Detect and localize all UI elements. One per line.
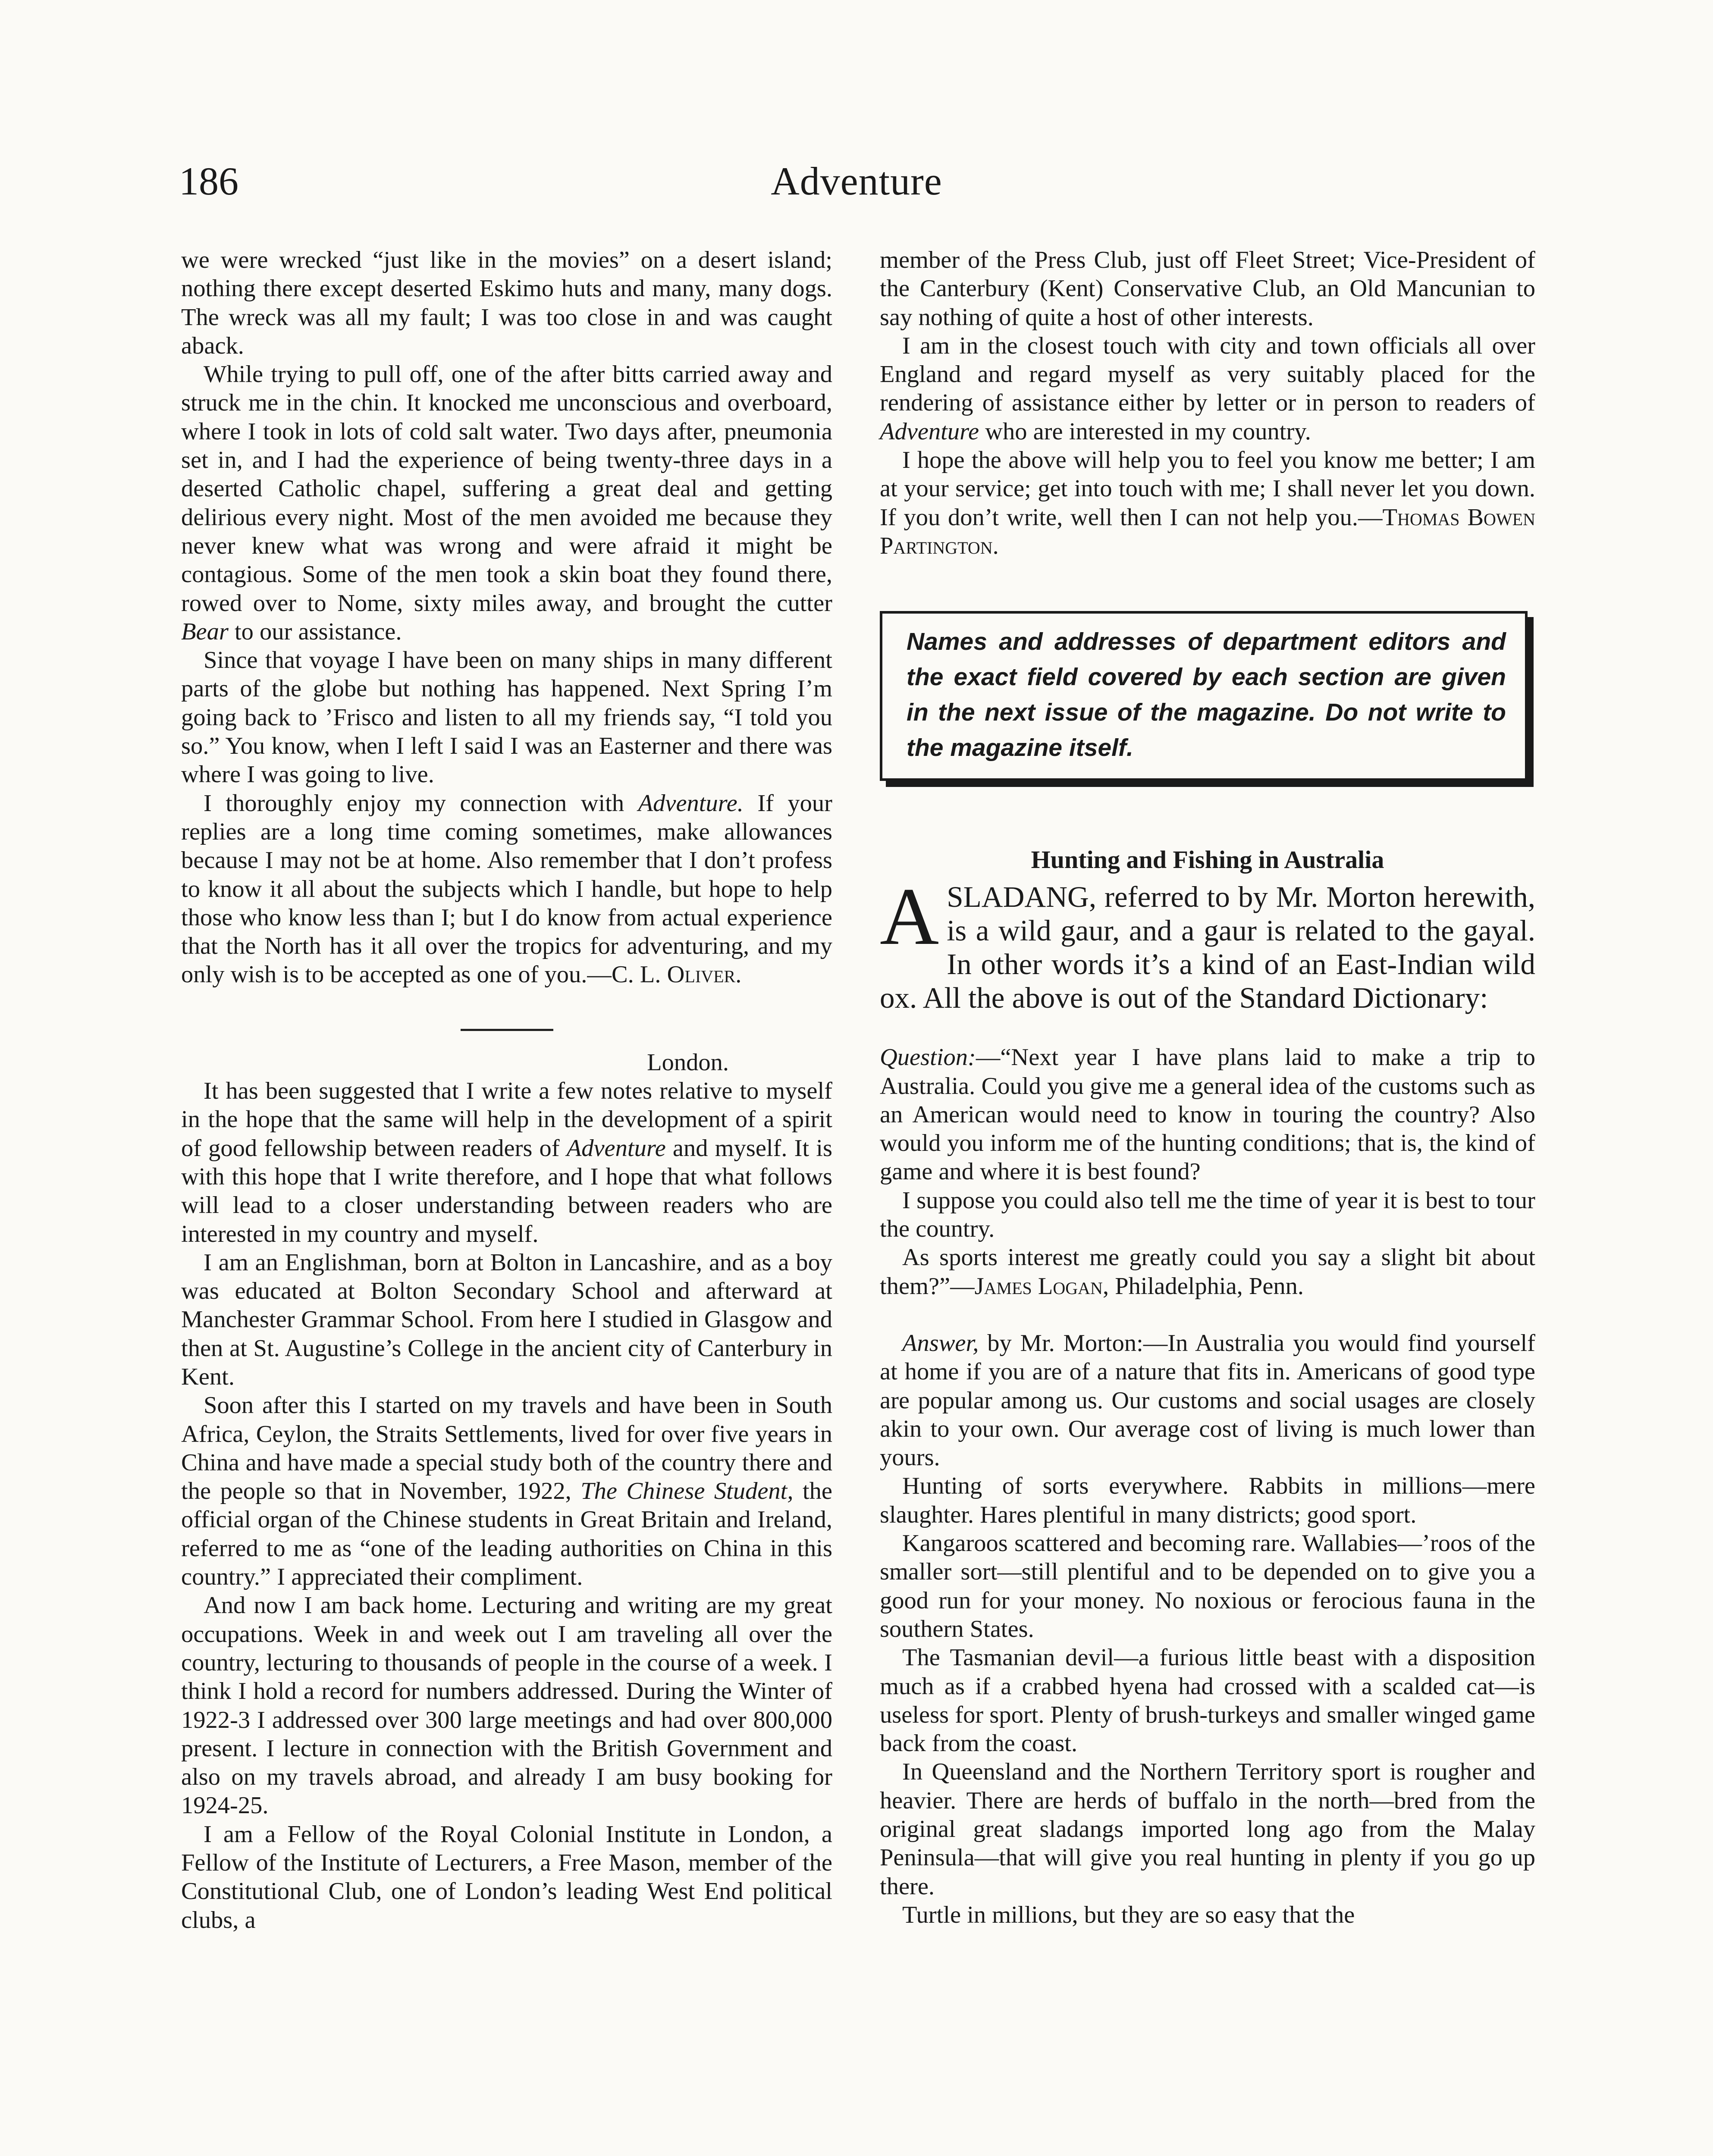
paragraph: In Queensland and the Northern Territory sport is rougher and heavier. There are herds of buffalo in the north—bred from the original great sladangs imported long ago from the Malay Peninsula—that will give you real hunting in plenty if you go up there. (880, 1758, 1535, 1900)
answer-paragraph: Answer, by Mr. Morton:—In Australia you would find yourself at home if you are of a nature that fits in. Americans of good type are popular among us. Our customs and social usages are closely akin to your own. Our average cost of living is much lower than yours. (880, 1329, 1535, 1471)
section-title: Hunting and Fishing in Australia (1031, 846, 1384, 874)
question-paragraph: Question:—“Next year I have plans laid to make a trip to Australia. Could you give me a general idea of the customs such as an American would need to know in touring the country? Also would you inform me of the hunting conditions; that is, the kind of game and where it is best found? (880, 1044, 1535, 1185)
left-column (181, 246, 832, 1934)
paragraph: I am an Englishman, born at Bolton in Lancashire, and as a boy was educated at Bolton Secondary School and afterward at Manchester Grammar School. From here I studied in Glasgow and then at St. Augustine’s College in the ancient city of Canterbury in Kent. (181, 1249, 832, 1390)
magazine-title: Adventure (771, 159, 942, 203)
paragraph: And now I am back home. Lecturing and writing are my great occupations. Week in and week out I am traveling all over the country, lecturing to thousands of people in the course of a week. I think I hold a record for numbers addressed. During the Winter of 1922-3 I addressed over 300 large meetings and had over 800,000 present. I lecture in connection with the British Government and also on my travels abroad, and already I am busy booking for 1924-25. (181, 1592, 832, 1819)
paragraph: The Tasmanian devil—a furious little beast with a disposition much as if a crabbed hyena had crossed with a scalded cat—is useless for sport. Plenty of brush-turkeys and smaller winged game back from the coast. (880, 1644, 1535, 1757)
paragraph: As sports interest me greatly could you say a slight bit about them?”—James Logan, Philadelphia, Penn. (880, 1244, 1535, 1300)
paragraph: Kangaroos scattered and becoming rare. Wallabies—’roos of the smaller sort—still plentiful and to be depended on to give you a good run for your money. No noxious or ferocious fauna in the southern States. (880, 1530, 1535, 1642)
dateline: London. (647, 1049, 729, 1076)
paragraph: we were wrecked “just like in the movies” on a desert island; nothing there except deserted Eskimo huts and many, many dogs. The wreck was all my fault; I was too close in and was caught aback. (181, 247, 832, 359)
signature: James Logan, (974, 1272, 1109, 1300)
page-number: 186 (179, 159, 238, 203)
paragraph: It has been suggested that I write a few notes relative to myself in the hope that the same will help in the development of a spirit of good fellowship between readers of Adventure and myself. It is with this hope that I write therefore, and I hope that what follows will lead to a closer understanding between readers who are interested in my country and myself. (181, 1078, 832, 1247)
section-divider (461, 1029, 553, 1031)
drop-cap: A (880, 871, 939, 962)
editorial-notice-box: Names and addresses of department editors and the exact field covered by each section are given in the next issue of the magazine. Do not write to the magazine itself. (880, 611, 1528, 781)
paragraph: Soon after this I started on my travels and have been in South Africa, Ceylon, the Straits Settlements, lived for over five years in China and have made a special study both of the country there and the people so that in November, 1922, The Chinese Student, the official organ of the Chinese students in Great Britain and Ireland, referred to me as “one of the leading authorities on China in this country.” I appreciated their compliment. (181, 1392, 832, 1591)
paragraph: I suppose you could also tell me the time of year it is best to tour the country. (880, 1187, 1535, 1243)
paragraph: While trying to pull off, one of the after bitts carried away and struck me in the chin. It knocked me unconscious and overboard, where I took in lots of cold salt water. Two days after, pneumonia set in, and I had the experience of being twenty-three days in a deserted Catholic chapel, suffering a great deal and getting delirious every night. Most of the men avoided me because they never knew what was wrong and were afraid it might be contagious. Some of the men took a skin boat they found there, rowed over to Nome, sixty miles away, and brought the cutter Bear to our assistance. (181, 361, 832, 645)
right-column (880, 246, 1535, 1929)
paragraph: I am a Fellow of the Royal Colonial Institute in London, a Fellow of the Institute of Lecturers, a Free Mason, member of the Constitutional Club, one of London’s leading West End political clubs, a (181, 1821, 832, 1934)
signature: Thomas Bowen Partington. (880, 504, 1535, 559)
lead-paragraph: ASLADANG, referred to by Mr. Morton herewith, is a wild gaur, and a gaur is related to the gayal. In other words it’s a kind of an East-Indian wild ox. All the above is out of the Standard Dictionary: (880, 871, 1535, 1015)
signature: C. L. Oliver. (611, 961, 742, 988)
paragraph: member of the Press Club, just off Fleet Street; Vice-President of the Canterbury (Kent) Conservative Club, an Old Mancunian to say nothing of quite a host of other interests. (880, 247, 1535, 331)
paragraph: Turtle in millions, but they are so easy that the (902, 1901, 1355, 1928)
paragraph: Hunting of sorts everywhere. Rabbits in millions—mere slaughter. Hares plentiful in many districts; good sport. (880, 1473, 1535, 1528)
paragraph: Since that voyage I have been on many ships in many different parts of the globe but nothing has happened. Next Spring I’m going back to ’Frisco and listen to all my friends say, “I told you so.” You know, when I left I said I was an Easterner and there was where I was going to live. (181, 647, 832, 788)
paragraph: I hope the above will help you to feel you know me better; I am at your service; get into touch with me; I shall never let you down. If you don’t write, well then I can not help you.—Thomas Bowen Partington. (880, 447, 1535, 559)
running-head (0, 153, 1713, 209)
paragraph: I am in the closest touch with city and town officials all over England and regard myself as very suitably placed for the rendering of assistance either by letter or in person to readers of Adventure who are interested in my country. (880, 332, 1535, 445)
paragraph: I thoroughly enjoy my connection with Adventure. If your replies are a long time coming sometimes, make allowances because I may not be at home. Also remember that I don’t profess to know it all about the subjects which I handle, but hope to help those who know less than I; but I do know from actual experience that the North has it all over the tropics for adventuring, and my only wish is to be accepted as one of you.—C. L. Oliver. (181, 790, 832, 988)
